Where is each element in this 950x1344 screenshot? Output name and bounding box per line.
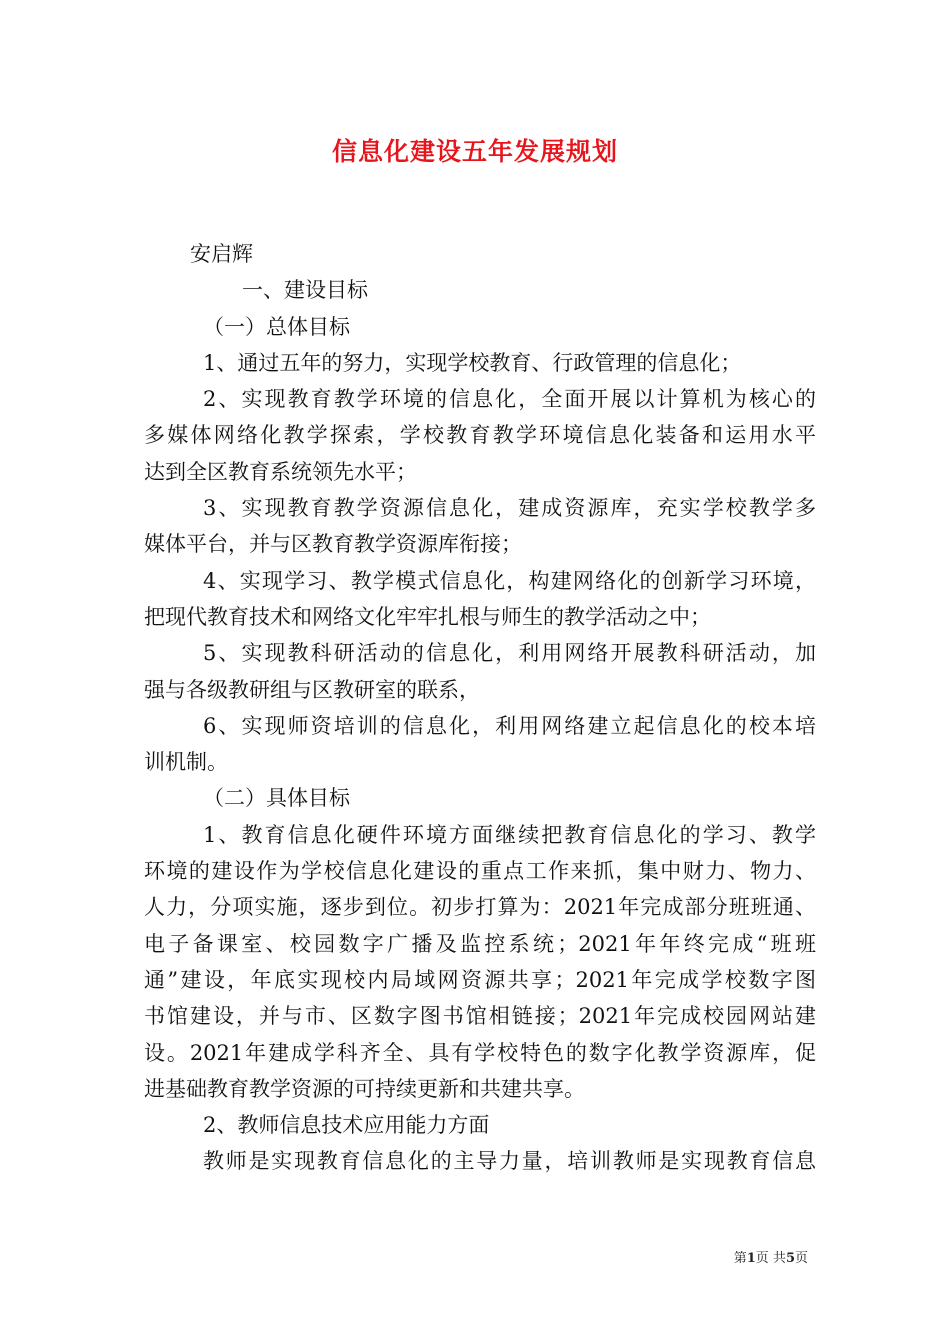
paragraph-line: 1、通过五年的努力，实现学校教育、行政管理的信息化；: [203, 350, 742, 375]
paragraph-line: 多媒体网络化教学探索，学校教育教学环境信息化装备和运用水平: [144, 423, 816, 448]
page-title: 信息化建设五年发展规划: [331, 137, 618, 166]
footer-suffix: 页: [794, 1251, 808, 1266]
paragraph-line: 5、实现教科研活动的信息化，利用网络开展教科研活动，加: [203, 641, 816, 666]
current-page-number: 1: [746, 1251, 756, 1266]
paragraph-line: 3、实现教育教学资源信息化，建成资源库，充实学校教学多: [203, 496, 816, 521]
paragraph-line: 电子备课室、校园数字广播及监控系统；2021年年终完成“班班: [144, 931, 816, 956]
paragraph-line: 媒体平台，并与区教育教学资源库衔接；: [144, 532, 522, 557]
footer-middle: 页 共: [755, 1251, 786, 1266]
paragraph-line: 6、实现师资培训的信息化，利用网络建立起信息化的校本培: [203, 713, 816, 738]
section-heading: 一、建设目标: [242, 278, 368, 303]
paragraph-line: 教师是实现教育信息化的主导力量，培训教师是实现教育信息: [203, 1149, 816, 1174]
paragraph-line: 2、实现教育教学环境的信息化，全面开展以计算机为核心的: [203, 387, 816, 412]
paragraph-line: 把现代教育技术和网络文化牢牢扎根与师生的教学活动之中；: [144, 604, 711, 629]
paragraph-line: 人力，分项实施，逐步到位。初步打算为：2021年完成部分班班通、: [144, 895, 816, 920]
paragraph-line: 强与各级教研组与区教研室的联系，: [144, 677, 480, 702]
paragraph-line: 通”建设，年底实现校内局域网资源共享；2021年完成学校数字图: [144, 967, 816, 992]
subsection-heading: （二）具体目标: [203, 786, 350, 811]
paragraph-line: 进基础教育教学资源的可持续更新和共建共享。: [144, 1076, 585, 1101]
paragraph-line: 训机制。: [144, 750, 228, 775]
page-footer: [734, 1247, 808, 1266]
paragraph-line: 设。2021年建成学科齐全、具有学校特色的数字化教学资源库，促: [144, 1040, 816, 1065]
paragraph-line: 1、教育信息化硬件环境方面继续把教育信息化的学习、教学: [203, 822, 816, 847]
subsection-heading: （一）总体目标: [203, 314, 350, 339]
author-name: 安启辉: [190, 242, 253, 266]
paragraph-line: 2、教师信息技术应用能力方面: [203, 1113, 490, 1138]
paragraph-line: 书馆建设，并与市、区数字图书馆相链接；2021年完成校园网站建: [144, 1004, 816, 1029]
paragraph-line: 达到全区教育系统领先水平；: [144, 459, 417, 484]
total-page-count: 5: [785, 1251, 795, 1266]
paragraph-line: 环境的建设作为学校信息化建设的重点工作来抓，集中财力、物力、: [144, 859, 816, 884]
paragraph-line: 4、实现学习、教学模式信息化，构建网络化的创新学习环境，: [203, 568, 816, 593]
document-body: [144, 236, 816, 1180]
footer-prefix: 第: [733, 1251, 747, 1266]
